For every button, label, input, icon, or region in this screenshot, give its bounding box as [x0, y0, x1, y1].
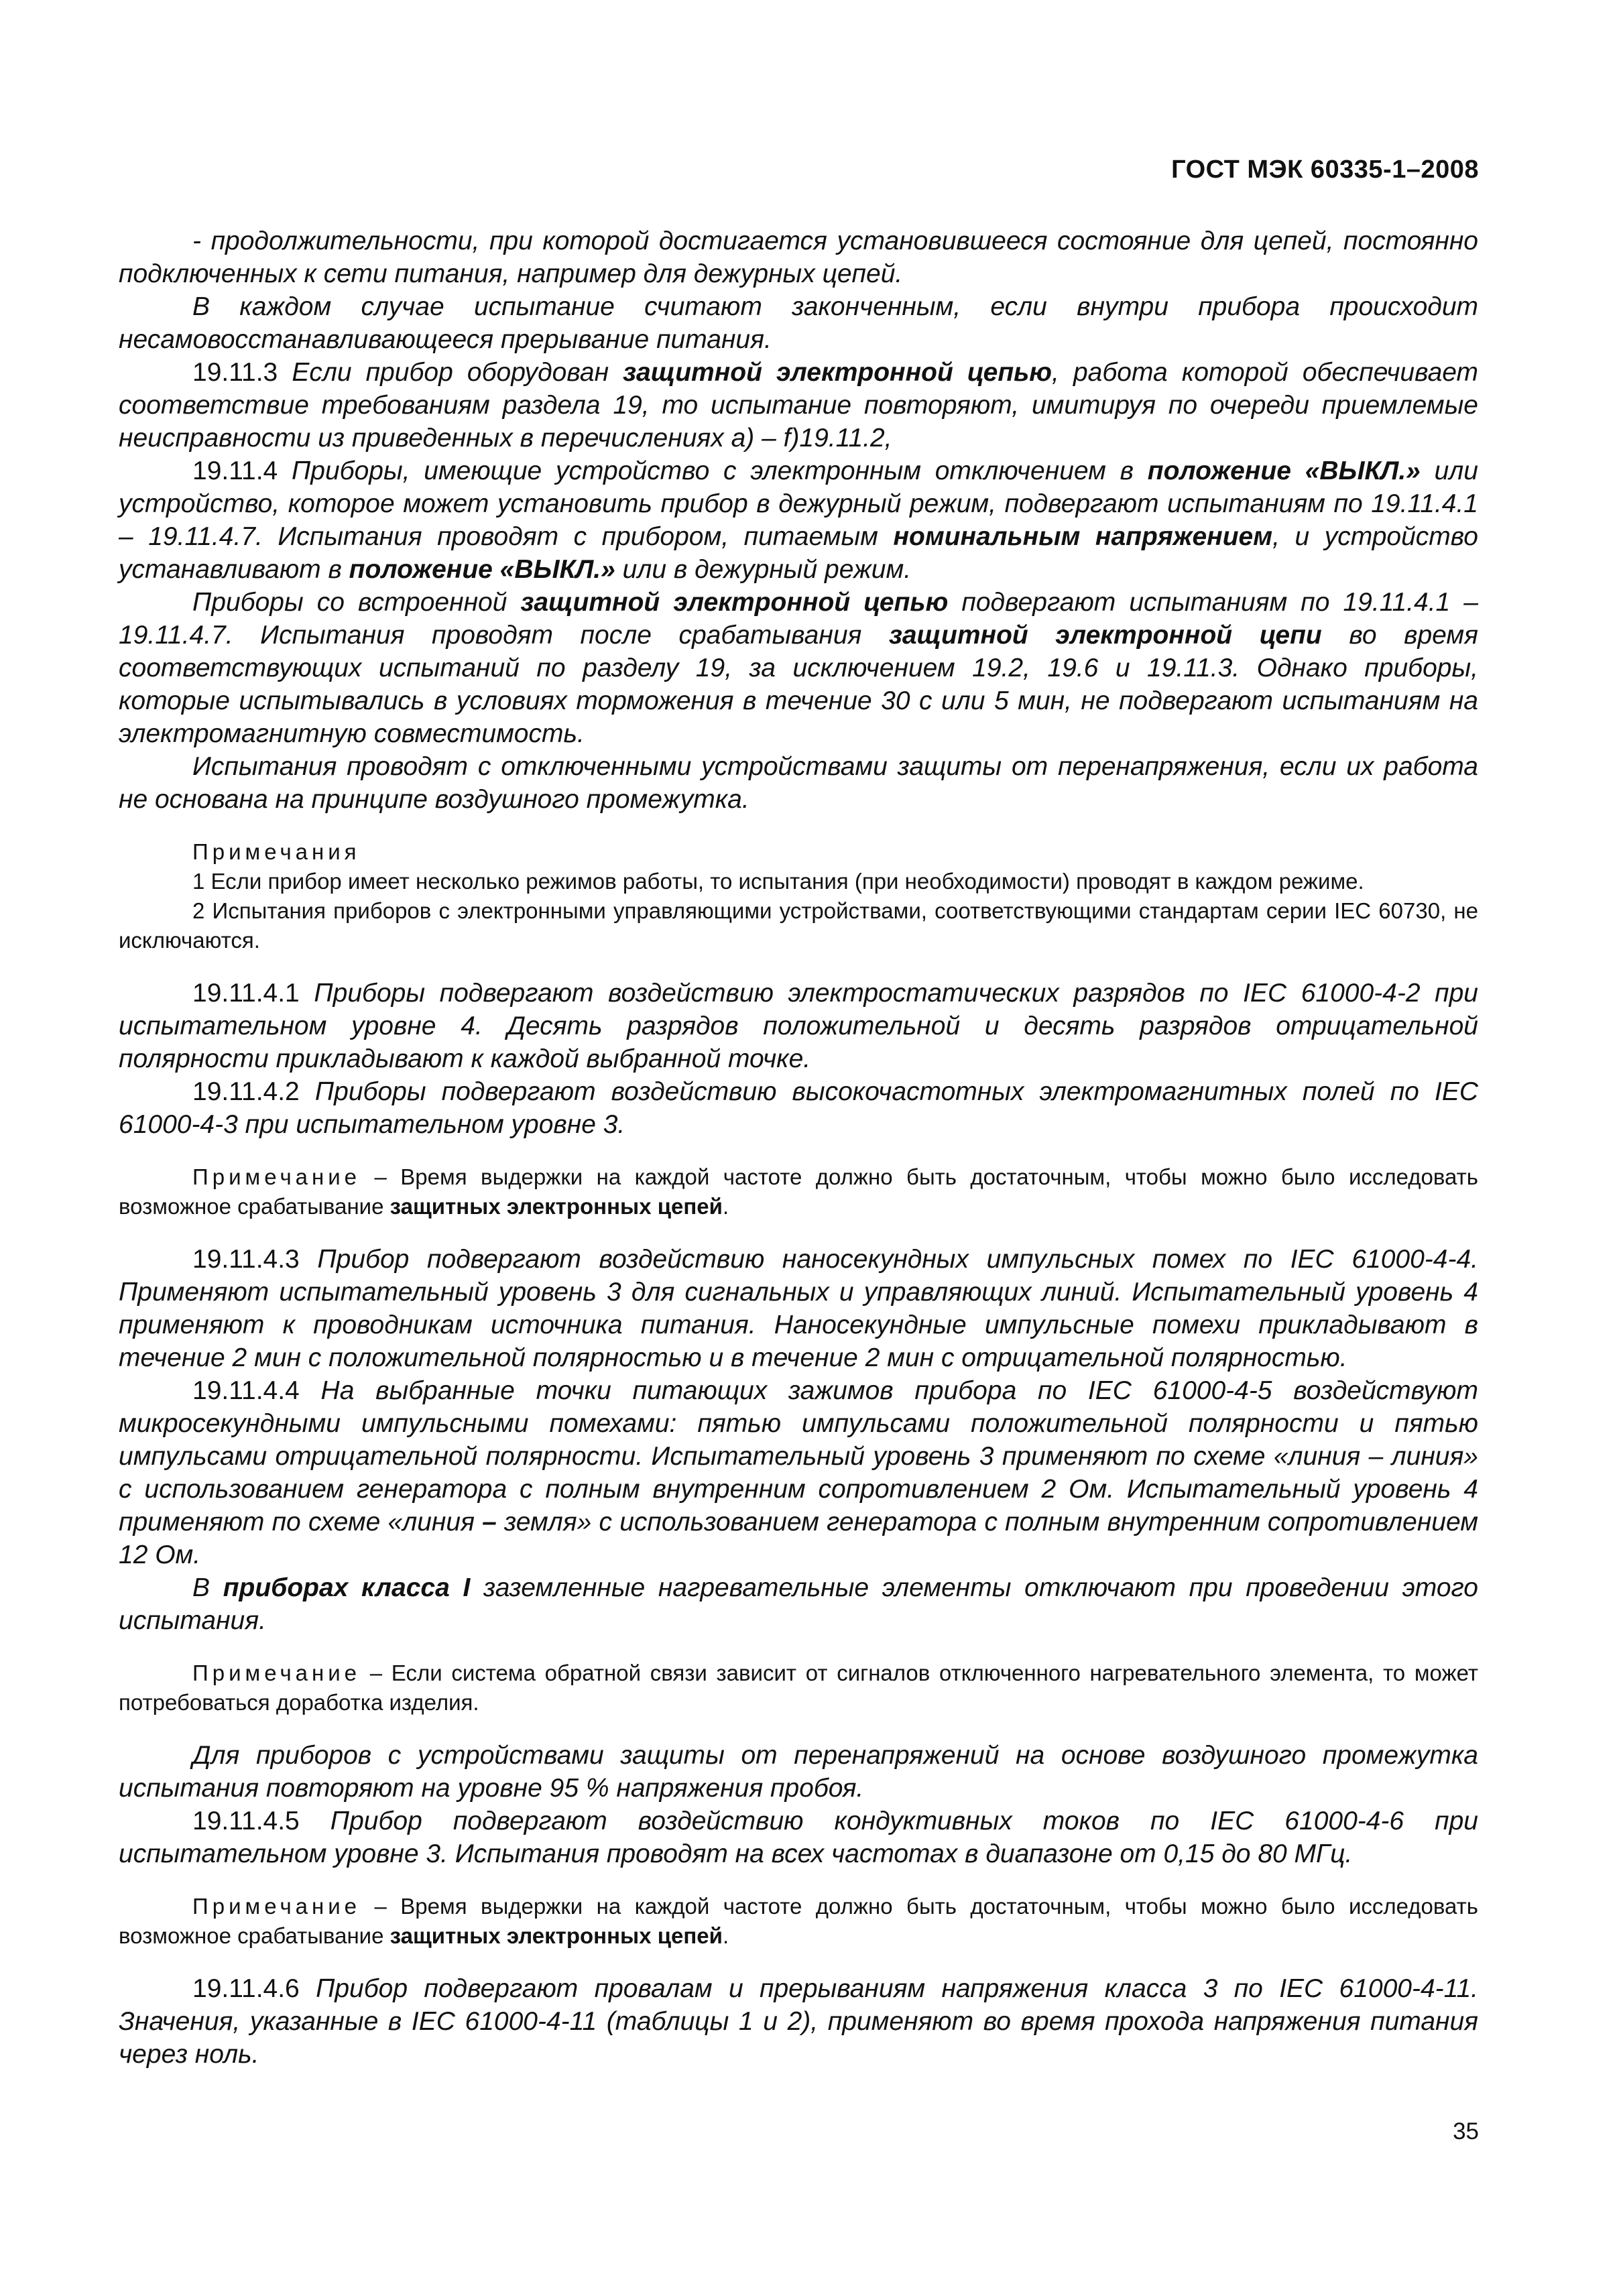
term-protective-circuit: защитной электронной цепи [888, 621, 1322, 650]
clause-number: 19.11.4.3 [192, 1245, 300, 1274]
term-off-position: положение «ВЫКЛ.» [349, 555, 615, 584]
clause-number: 19.11.4.4 [192, 1376, 300, 1405]
clause-19-11-4-2: 19.11.4.2 Приборы подвергают воздействию высокочастотных электромагнитных полей по IEC 61000-4-3 при испытательном уровне 3. [119, 1077, 1478, 1139]
clause-19-11-4: 19.11.4 Приборы, имеющие устройство с электронным отключением в положение «ВЫКЛ.» или устройство, которое может установить прибор в дежурный режим, подвергают испытаниям по 19.11.4.1 – 19.11.4.7. Испытания проводят с прибором, питаемым номинальным напряжением, и устройство устанавливают в положение «ВЫКЛ.» или в дежурный режим. [119, 457, 1478, 584]
term-class-i: приборах класса I [223, 1573, 471, 1602]
clause-19-11-4-6: 19.11.4.6 Прибор подвергают провалам и прерываниям напряжения класса 3 по IEC 61000-4-11. Значения, указанные в IEC 61000-4-11 (таблицы 1 и 2), применяют во время прохода напряжения питания через ноль. [119, 1974, 1478, 2069]
note-dwell-time-2: Примечание – Время выдержки на каждой частоте должно быть достаточным, чтобы можно было исследовать возможное срабатывание защитных электронных цепей. [119, 1894, 1478, 1948]
paragraph-air-gap: Для приборов с устройствами защиты от перенапряжений на основе воздушного промежутка испытания повторяют на уровне 95 % напряжения пробоя. [119, 1741, 1478, 1803]
clause-number: 19.11.4 [192, 457, 278, 485]
clause-number: 19.11.3 [192, 358, 278, 387]
term-protective-circuit: защитной электронной цепью [623, 358, 1053, 387]
document-header: ГОСТ МЭК 60335-1–2008 [1171, 156, 1479, 184]
page-number: 35 [1453, 2118, 1479, 2144]
clause-19-11-4-3: 19.11.4.3 Прибор подвергают воздействию наносекундных импульсных помех по IEC 61000-4-4. Применяют испытательный уровень 3 для сигнальных и управляющих линий. Испытательный уровень 4 применяют к проводникам источника питания. Наносекундные импульсные помехи прикладывают в течение 2 мин с положительной полярностью и в течение 2 мин с отрицательной полярностью. [119, 1245, 1478, 1372]
clause-number: 19.11.4.2 [192, 1077, 300, 1106]
document-body [119, 225, 1478, 2071]
paragraph-class-i: В приборах класса I заземленные нагревательные элементы отключают при проведении этого испытания. [119, 1573, 1478, 1635]
term-protective-circuits: защитных электронных цепей [389, 1194, 723, 1219]
term-rated-voltage: номинальным напряжением [893, 522, 1273, 551]
paragraph-duration: - продолжительности, при которой достигается установившееся состояние для цепей, постоянно подключенных к сети питания, например для дежурных цепей. [119, 227, 1478, 288]
clause-number: 19.11.4.5 [192, 1807, 300, 1835]
note-feedback: Примечание – Если система обратной связи зависит от сигналов отключенного нагревательного элемента, то может потребоваться доработка изделия. [119, 1660, 1478, 1715]
term-protective-circuit: защитной электронной цепью [520, 588, 949, 617]
note-2: 2 Испытания приборов с электронными управляющими устройствами, соответствующими стандартам серии IEC 60730, не исключаются. [119, 898, 1478, 953]
term-off-position: положение «ВЫКЛ.» [1147, 457, 1421, 485]
clause-19-11-3: 19.11.3 Если прибор оборудован защитной электронной цепью, работа которой обеспечивает соответствие требованиям раздела 19, то испытание повторяют, имитируя по очереди приемлемые неисправности из приведенных в перечислениях a) – f)19.11.2, [119, 358, 1478, 452]
clause-number: 19.11.4.1 [192, 979, 300, 1008]
term-protective-circuits: защитных электронных цепей [389, 1923, 723, 1948]
note-dwell-time: Примечание – Время выдержки на каждой частоте должно быть достаточным, чтобы можно было исследовать возможное срабатывание защитных электронных цепей. [119, 1164, 1478, 1219]
paragraph-test-complete: В каждом случае испытание считают законченным, если внутри прибора происходит несамовосстанавливающееся прерывание питания. [119, 292, 1478, 354]
notes-heading: Примечания [192, 839, 361, 864]
paragraph-built-in-protective: Приборы со встроенной защитной электронной цепью подвергают испытаниям по 19.11.4.1 – 19.11.4.7. Испытания проводят после срабатывания защитной электронной цепи во время соответствующих испытаний по разделу 19, за исключением 19.2, 19.6 и 19.11.3. Однако приборы, которые испытывались в условиях торможения в течение 30 с или 5 мин, не подвергают испытаниям на электромагнитную совместимость. [119, 588, 1478, 748]
note-1: 1 Если прибор имеет несколько режимов работы, то испытания (при необходимости) проводят в каждом режиме. [192, 869, 1364, 894]
clause-19-11-4-1: 19.11.4.1 Приборы подвергают воздействию электростатических разрядов по IEC 61000-4-2 при испытательном уровне 4. Десять разрядов положительной и десять разрядов отрицательной полярности прикладывают к каждой выбранной точке. [119, 979, 1478, 1073]
clause-19-11-4-5: 19.11.4.5 Прибор подвергают воздействию кондуктивных токов по IEC 61000-4-6 при испытательном уровне 3. Испытания проводят на всех частотах в диапазоне от 0,15 до 80 МГц. [119, 1807, 1478, 1868]
paragraph-surge-devices: Испытания проводят с отключенными устройствами защиты от перенапряжения, если их работа не основана на принципе воздушного промежутка. [119, 752, 1478, 814]
clause-19-11-4-4: 19.11.4.4 На выбранные точки питающих зажимов прибора по IEC 61000-4-5 воздействуют микросекундными импульсными помехами: пятью импульсами положительной полярности и пятью импульсами отрицательной полярности. Испытательный уровень 3 применяют по схеме «линия – линия» с использованием генератора с полным внутренним сопротивлением 2 Ом. Испытательный уровень 4 применяют по схеме «линия – земля» с использованием генератора с полным внутренним сопротивлением 12 Ом. [119, 1376, 1478, 1569]
clause-number: 19.11.4.6 [192, 1974, 300, 2003]
